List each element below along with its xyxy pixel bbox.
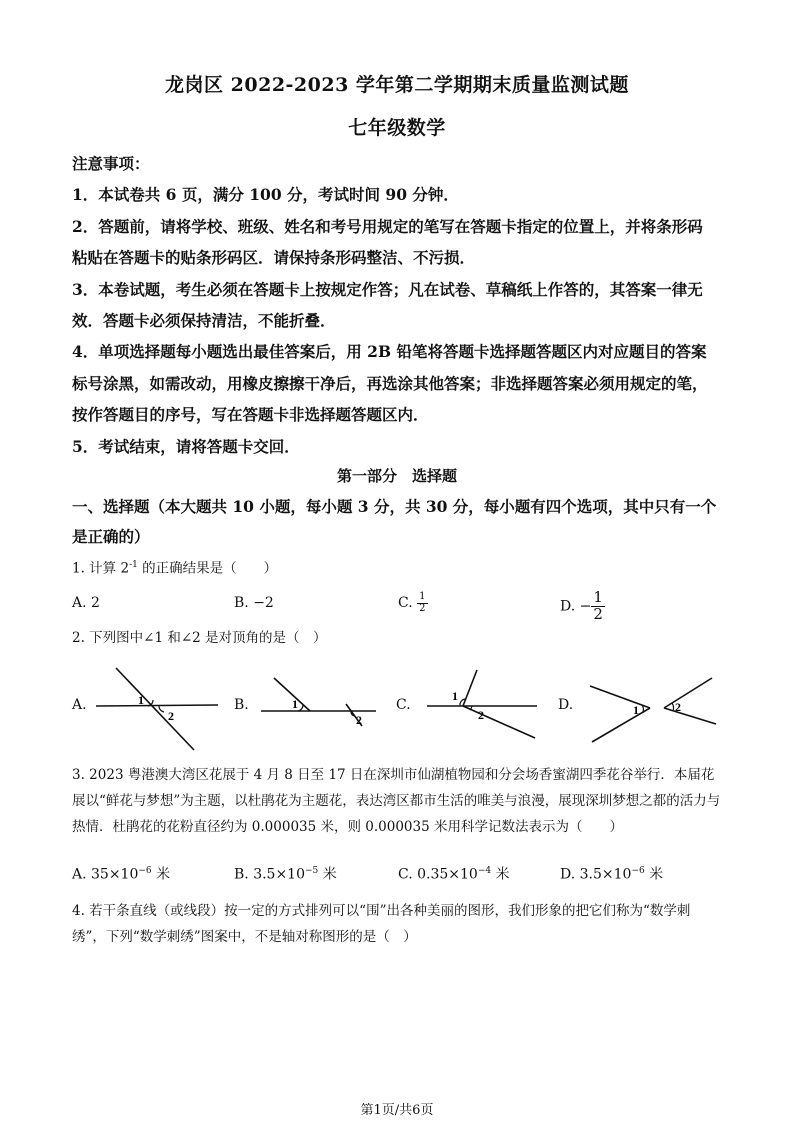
q3-c-exponent: −4: [477, 866, 492, 876]
notes-block: [72, 148, 727, 462]
q3-d-unit: 米: [644, 866, 664, 883]
notes-line: 1．本试卷共 6 页，满分 100 分，考试时间 90 分钟．: [72, 185, 459, 205]
angle-1-label: 1: [633, 703, 639, 717]
q3-a-unit: 米: [151, 866, 171, 883]
q1-d-denominator: 2: [593, 604, 603, 623]
q2-figure-c: [425, 664, 545, 750]
notes-line: 标号涂黑，如需改动，用橡皮擦擦干净后，再选涂其他答案；非选择题答案必须用规定的笔，: [72, 373, 708, 393]
figure-line: [590, 686, 650, 708]
q1-option-c-label: C.: [398, 595, 413, 611]
q3-d-exponent: −6: [631, 866, 645, 876]
notes-heading: 注意事项：: [72, 154, 150, 173]
q2-label-d: D.: [558, 697, 574, 713]
question-4-stem: 4. 若干条直线（或线段）按一定的方式排列可以“围”出各种美丽的图形，我们形象的把它们称为“数学刺绣”，下列“数学刺绣”图案中，不是轴对称图形的是（ ）: [72, 903, 691, 945]
q3-option-a: [72, 858, 170, 888]
q1-option-c: [398, 590, 428, 616]
figure-line: [463, 706, 535, 738]
q1-stem-pre: 1. 计算 2: [72, 560, 130, 577]
angle-2-label: 2: [478, 708, 484, 722]
question-3-options: [72, 858, 732, 884]
figure-line: [96, 705, 218, 706]
q1-c-numerator: 1: [419, 591, 426, 602]
q2-figure-b: [258, 670, 378, 730]
q3-b-base: B. 3.5×10: [234, 866, 305, 883]
angle-2-label: 2: [675, 700, 681, 714]
q1-d-numerator: 1: [593, 588, 603, 606]
section-instruction: 一、选择题（本大题共 10 小题，每小题 3 分，共 30 分，每小题有四个选项，其中只有一个是正确的）: [72, 497, 717, 546]
angle-arc: [642, 705, 643, 712]
q1-option-c-fraction: [417, 592, 427, 614]
notes-line: 2．答题前，请将学校、班级、姓名和考号用规定的笔写在答题卡指定的位置上，并将条形码: [72, 216, 703, 236]
section-title: 第一部分 选择题: [336, 467, 457, 485]
page-subtitle: 七年级数学: [348, 117, 446, 139]
q1-c-denominator: 2: [419, 602, 426, 614]
angle-1-label: 1: [452, 689, 458, 703]
question-3-stem: 3. 2023 粤港澳大湾区花展于 4 月 8 日至 17 日在深圳市仙湖植物园和分会场香蜜湖四季花谷举行．本届花展以“鲜花与梦想”为主题，以杜鹃花为主题花，表达湾区都市生活的唯美与浪漫，展现深圳梦想之都的活力与热情．杜鹃花的花粉直径约为 0.000035 米，则 0.000035 米用科学记数法表示为（ ）: [72, 767, 721, 835]
angle-arc: [159, 706, 164, 712]
q2-figure-d: [588, 672, 720, 748]
q3-a-base: A. 35×10: [72, 866, 139, 883]
q1-stem-exponent: -1: [129, 560, 138, 570]
q1-option-d: [560, 590, 605, 623]
q3-b-exponent: −5: [305, 866, 319, 876]
notes-line: 4．单项选择题每小题选出最佳答案后，用 2B 铅笔将答题卡选择题答题区内对应题目的答案: [72, 342, 707, 362]
q2-label-c: C.: [396, 697, 411, 713]
q3-c-unit: 米: [491, 866, 510, 883]
q3-option-c: [398, 858, 510, 888]
page-number: 第1页/共6页: [360, 1103, 434, 1118]
q1-option-d-fraction: [591, 590, 605, 623]
angle-arc: [298, 705, 303, 711]
q3-b-unit: 米: [318, 866, 337, 883]
notes-line: 粘贴在答题卡的贴条形码区．请保持条形码整洁、不污损．: [72, 248, 476, 268]
notes-line: 3．本卷试题，考生必须在答题卡上按规定作答；凡在试卷、草稿纸上作答的，其答案一律无: [72, 279, 703, 299]
q3-a-exponent: −6: [138, 866, 152, 876]
q1-stem-post: 的正确结果是（ ）: [137, 560, 278, 577]
angle-2-label: 2: [356, 713, 362, 727]
question-2-stem: 2. 下列图中∠1 和∠2 是对顶角的是（ ）: [72, 630, 327, 646]
figure-line: [664, 708, 716, 724]
question-1-stem: [72, 552, 732, 582]
figure-line: [116, 668, 194, 750]
notes-line: 效．答题卡必须保持清洁，不能折叠．: [72, 311, 336, 331]
angle-1-label: 1: [138, 693, 144, 707]
angle-2-label: 2: [168, 709, 174, 723]
figure-line: [463, 670, 477, 706]
angle-1-label: 1: [292, 697, 298, 711]
q1-option-d-sign: −: [579, 598, 592, 615]
figure-line: [592, 708, 650, 742]
q3-option-d: [560, 858, 663, 888]
q1-option-a: A. 2: [72, 595, 100, 611]
q3-c-base: C. 0.35×10: [398, 866, 478, 883]
q3-option-b: [234, 858, 337, 888]
q2-label-a: A.: [72, 697, 87, 713]
question-1-options: [72, 588, 732, 623]
q1-option-b: B. −2: [234, 595, 274, 611]
q3-d-base: D. 3.5×10: [560, 866, 632, 883]
q2-label-b: B.: [234, 697, 249, 713]
notes-line: 按作答题目的序号，写在答题卡非选择题答题区内．: [72, 405, 429, 425]
q1-option-d-label: D.: [560, 598, 576, 615]
q2-figure-a: [96, 666, 226, 752]
page-title: 龙岗区 2022-2023 学年第二学期期末质量监测试题: [165, 74, 629, 96]
notes-line: 5．考试结束，请将答题卡交回．: [72, 436, 300, 456]
figure-line: [664, 678, 712, 708]
